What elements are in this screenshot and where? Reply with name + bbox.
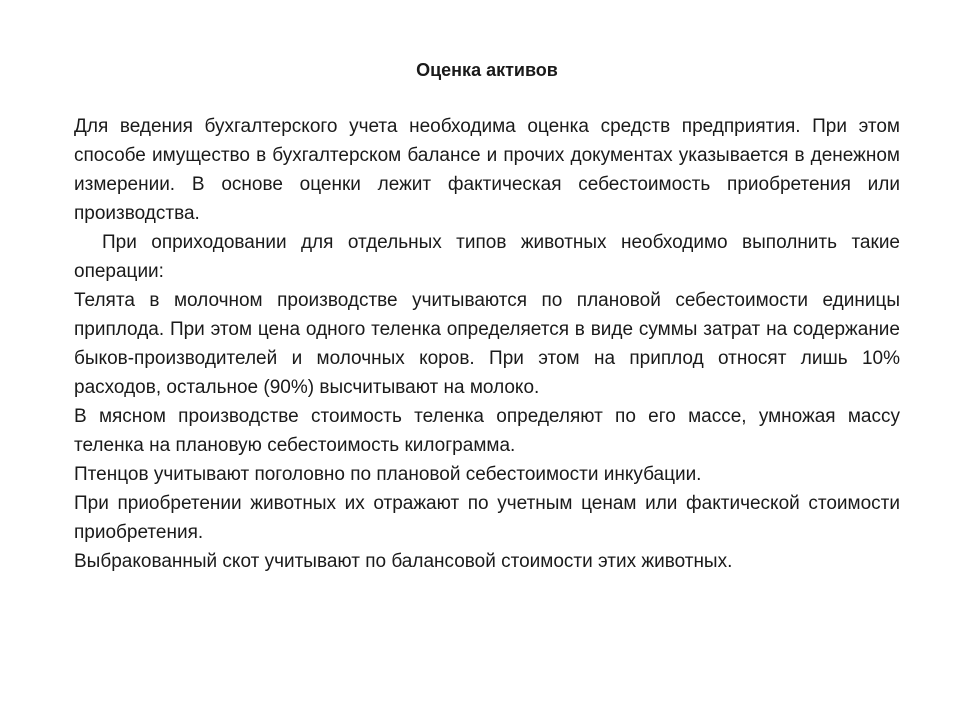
document-page xyxy=(74,58,900,576)
paragraph-meat-calves: В мясном производстве стоимость теленка определяют по его массе, умножая массу теленка на плановую себестоимость килограмма. xyxy=(74,406,900,456)
paragraph-asset-valuation: Для ведения бухгалтерского учета необходима оценка средств предприятия. При этом способе имущество в бухгалтерском балансе и прочих документах указывается в денежном измерении. В основе оценки лежит фактическая себестоимость приобретения или производства. xyxy=(74,116,900,224)
paragraph-purchased-animals: При приобретении животных их отражают по учетным ценам или фактической стоимости приобретения. xyxy=(74,493,900,543)
paragraph-receipt-operations: При оприходовании для отдельных типов животных необходимо выполнить такие операции: xyxy=(74,232,900,282)
paragraph-chicks: Птенцов учитывают поголовно по плановой себестоимости инкубации. xyxy=(74,464,702,485)
paragraph-culled-livestock: Выбракованный скот учитывают по балансовой стоимости этих животных. xyxy=(74,551,733,572)
document-title: Оценка активов xyxy=(416,60,558,80)
paragraph-dairy-calves: Телята в молочном производстве учитываются по плановой себестоимости единицы приплода. При этом цена одного теленка определяется в виде суммы затрат на содержание быков-производителей и молочных коров. При этом на приплод относят лишь 10% расходов, остальное (90%) высчитывают на молоко. xyxy=(74,290,900,398)
